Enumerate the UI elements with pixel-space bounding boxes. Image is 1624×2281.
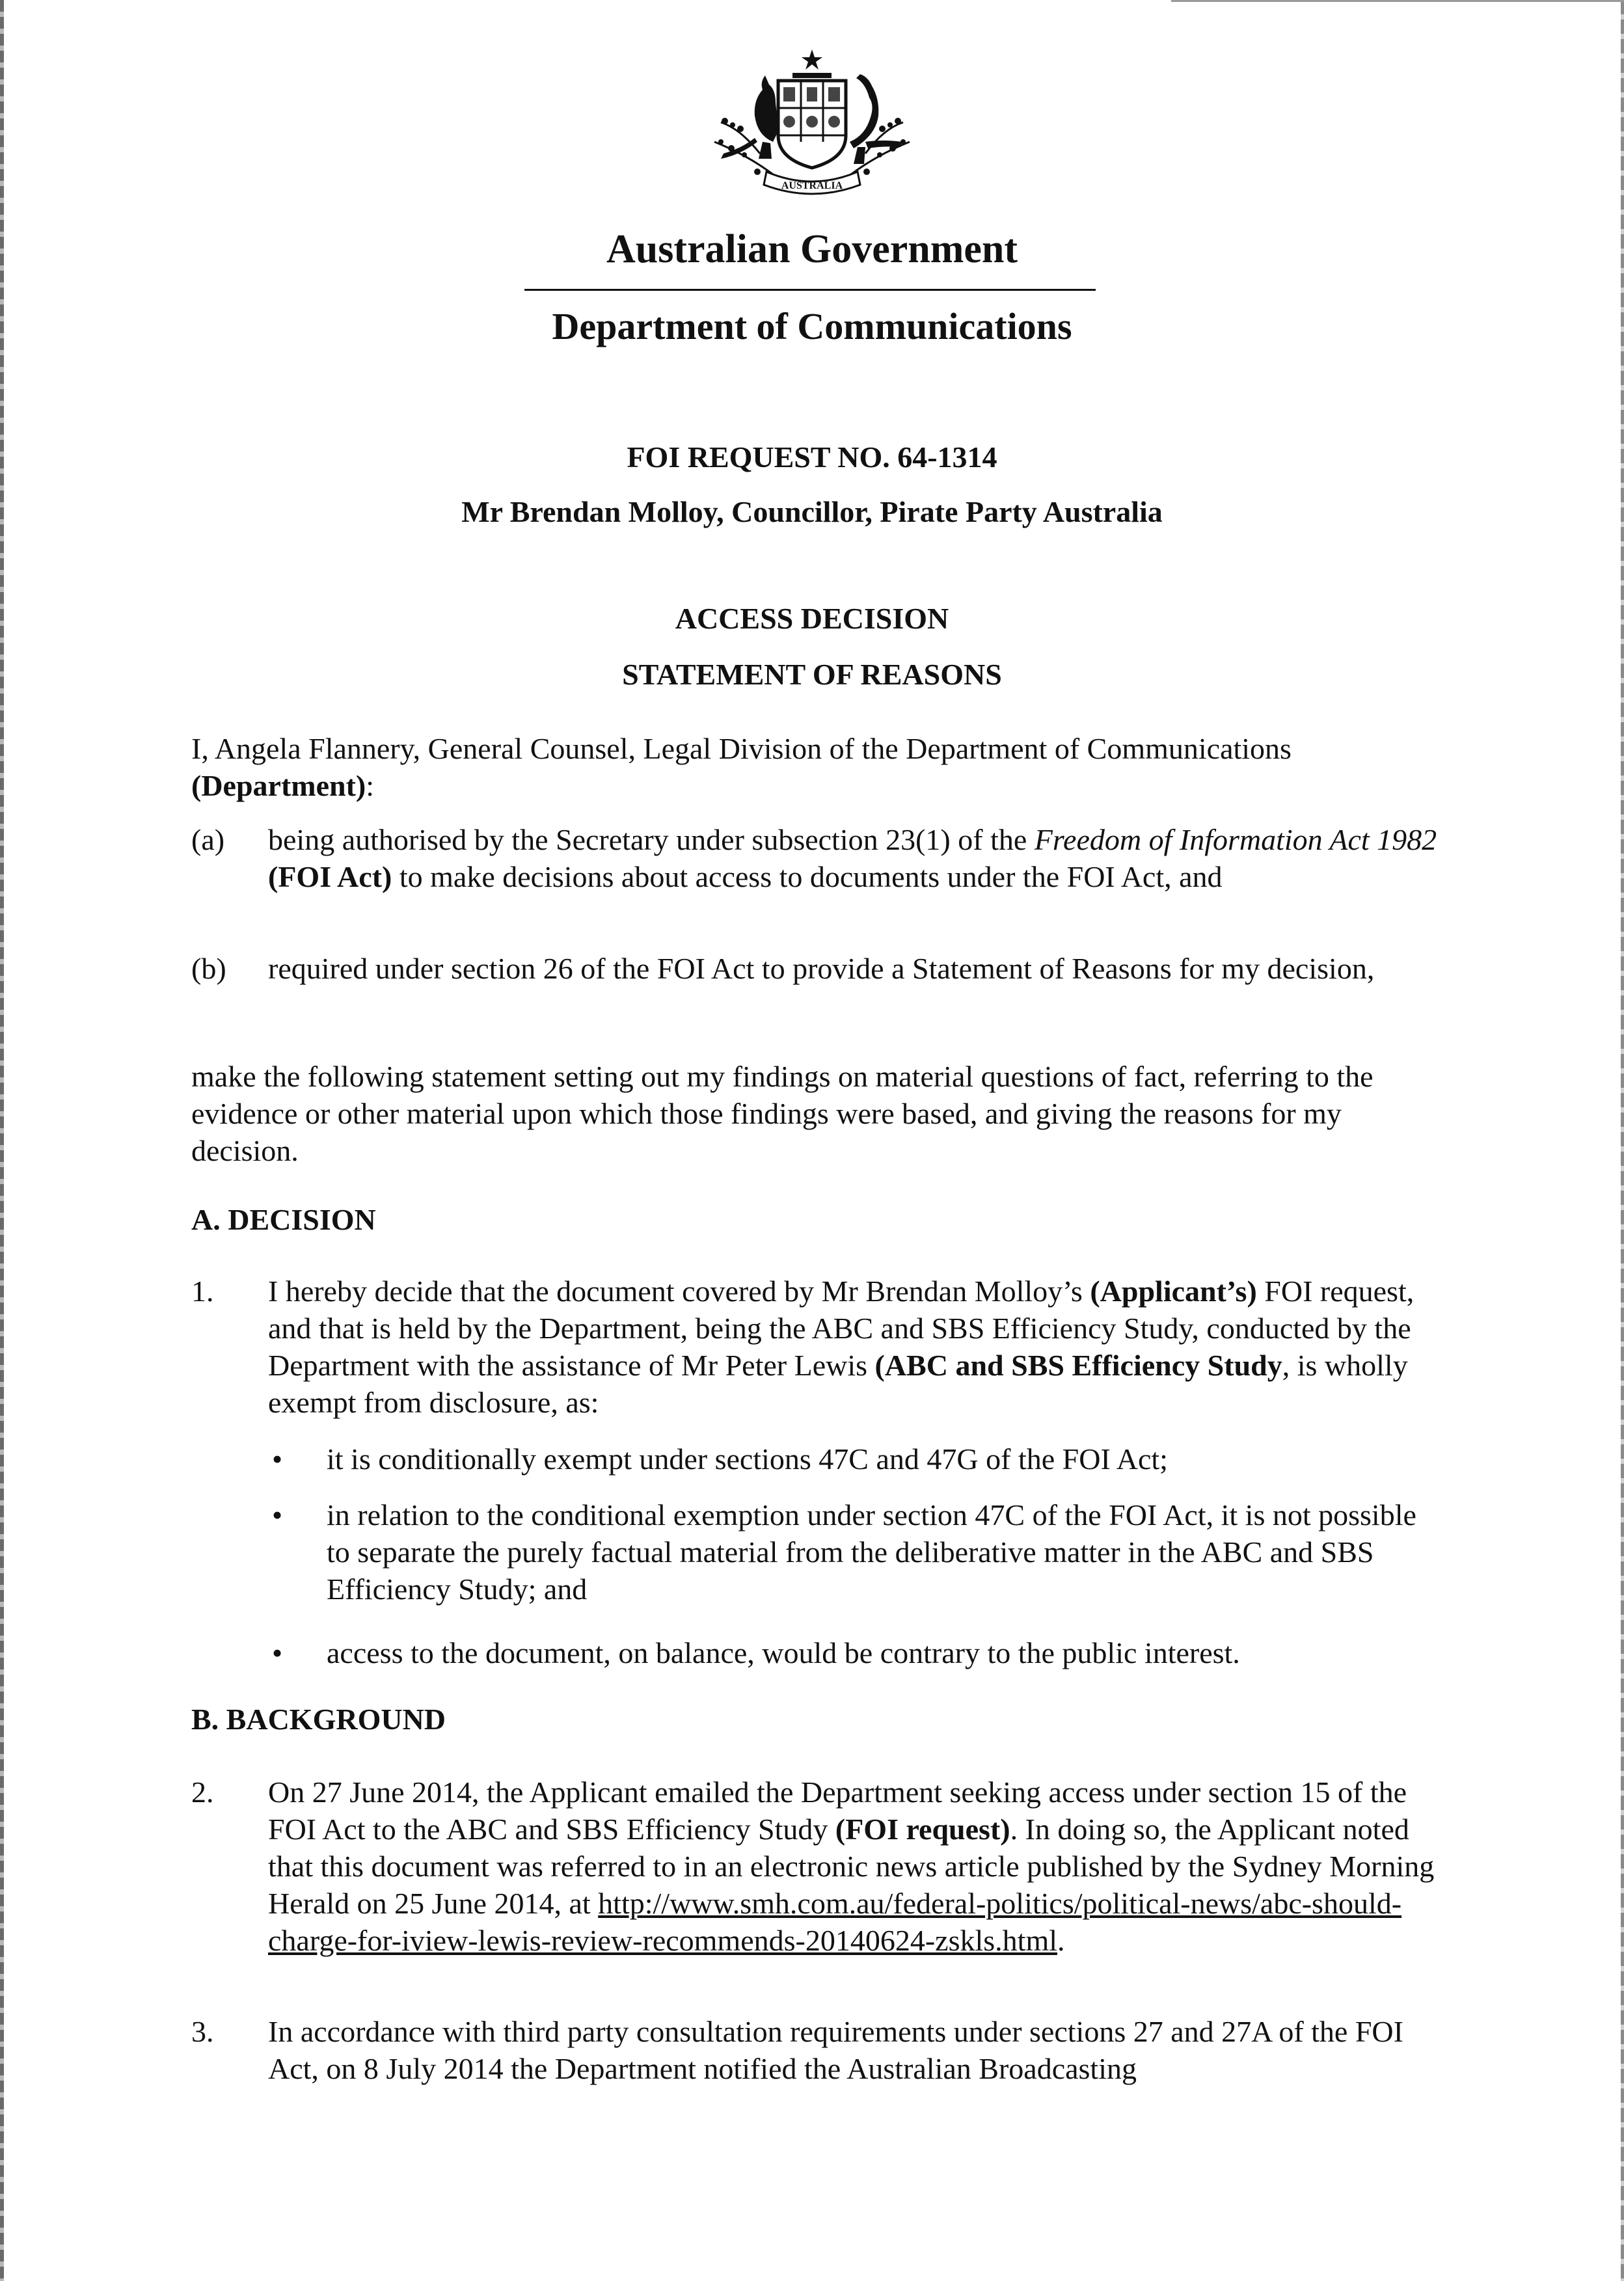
item-b-text: required under section 26 of the FOI Act to provide a Statement of Reasons for my decision,	[268, 952, 1375, 985]
coat-of-arms-icon	[695, 44, 929, 204]
para-1-text-3: , is wholly exempt from disclosure, as:	[268, 1349, 1408, 1419]
item-a-act-name: Freedom of Information Act 1982	[1034, 823, 1437, 856]
para-2-text-1: On 27 June 2014, the Applicant emailed the Department seeking access under section 15 of the FOI Act to the ABC and SBS Efficiency Study	[268, 1775, 1407, 1846]
bullet-icon: •	[272, 1442, 283, 1476]
intro-paragraph	[191, 730, 1428, 804]
para-3-text: In accordance with third party consultation requirements under sections 27 and 27A of the FOI Act, on 8 July 2014 the Department notified the Australian Broadcasting	[268, 2015, 1403, 2085]
para-1-text-2: FOI request, and that is held by the Department, being the ABC and SBS Efficiency Study, conducted by the Department with the assistance of Mr Peter Lewis	[268, 1275, 1414, 1382]
crest-motto: AUSTRALIA	[781, 180, 843, 191]
bullet-icon: •	[272, 1636, 283, 1669]
para-1-defined-study: (ABC and SBS Efficiency Study	[874, 1349, 1282, 1382]
header-divider	[524, 289, 1096, 291]
government-title: Australian Government	[606, 227, 1018, 271]
applicant-line: Mr Brendan Molloy, Councillor, Pirate Party Australia	[461, 495, 1163, 528]
para-1-number: 1.	[191, 1275, 214, 1308]
department-title: Department of Communications	[552, 305, 1072, 347]
scan-edge-top	[1171, 0, 1624, 2]
bullet-2-text: in relation to the conditional exemption under section 47C of the FOI Act, it is not possible to separate the purely factual material from the deliberative matter in the ABC and SBS Efficiency Study; and	[327, 1498, 1416, 1606]
para-2-number: 2.	[191, 1775, 214, 1809]
para-3-number: 3.	[191, 2015, 214, 2048]
para-1-text-1: I hereby decide that the document covered by Mr Brendan Molloy’s	[268, 1275, 1090, 1308]
intro-text: I, Angela Flannery, General Counsel, Legal Division of the Department of Communications	[191, 732, 1292, 765]
access-decision-title: ACCESS DECISION	[675, 602, 949, 635]
item-a-text	[268, 821, 1439, 895]
statement-of-reasons-title: STATEMENT OF REASONS	[622, 658, 1002, 691]
item-a-text-3: to make decisions about access to documents under the FOI Act, and	[392, 860, 1223, 893]
para-2-defined-term: (FOI request)	[835, 1813, 1010, 1846]
item-b-label: (b)	[191, 952, 226, 985]
foi-request-number: FOI REQUEST NO. 64-1314	[627, 440, 997, 474]
smh-article-link[interactable]: http://www.smh.com.au/federal-politics/political-news/abc-should-charge-for-iview-lewis-review-recommends-20140624-zskls.html	[268, 1887, 1402, 1957]
item-a-text-1: being authorised by the Secretary under subsection 23(1) of the	[268, 823, 1035, 856]
para-1-defined-applicant: (Applicant’s)	[1090, 1275, 1257, 1308]
para-2-text-2: . In doing so, the Applicant noted that this document was referred to in an electronic news article published by the Sydney Morning Herald on 25 June 2014, at	[268, 1813, 1435, 1920]
section-a-heading: A. DECISION	[191, 1203, 376, 1236]
para-2-text-3: .	[1057, 1924, 1065, 1957]
intro-defined-term: (Department)	[191, 769, 366, 802]
section-b-heading: B. BACKGROUND	[191, 1703, 446, 1736]
bullet-1-text: it is conditionally exempt under sections 47C and 47G of the FOI Act;	[327, 1442, 1168, 1476]
findings-paragraph: make the following statement setting out my findings on material questions of fact, referring to the evidence or other material upon which those findings were based, and giving the reasons for my decision.	[191, 1060, 1374, 1167]
para-1-text	[268, 1273, 1439, 1421]
para-2-text	[268, 1774, 1439, 1959]
item-a-label: (a)	[191, 823, 225, 856]
intro-colon: :	[366, 769, 375, 802]
bullet-3-text: access to the document, on balance, would be contrary to the public interest.	[327, 1636, 1240, 1669]
item-a-defined-term: (FOI Act)	[268, 860, 392, 893]
bullet-icon: •	[272, 1498, 283, 1532]
